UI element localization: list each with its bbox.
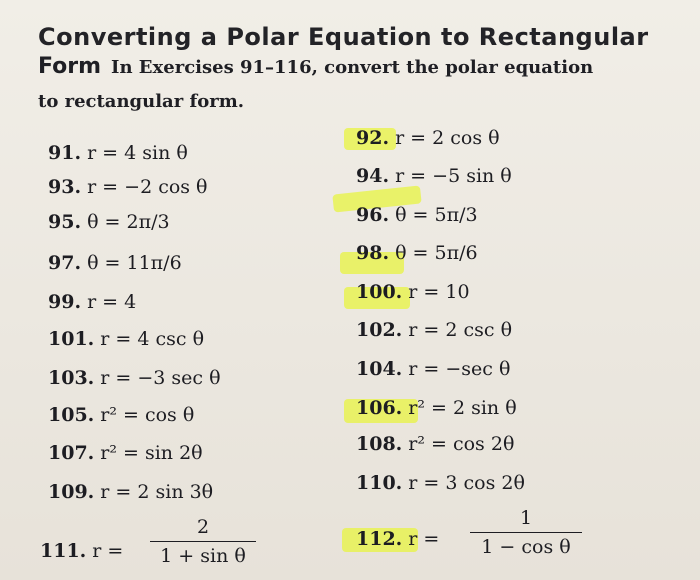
fraction-denominator: 1 − cos θ bbox=[481, 536, 571, 558]
exercise-91 bbox=[48, 141, 188, 165]
exercise-number: 98. bbox=[356, 242, 390, 264]
exercise-number: 100. bbox=[356, 281, 403, 303]
exercise-equation: r = −2 cos θ bbox=[87, 176, 208, 198]
exercise-equation: r = 4 csc θ bbox=[100, 328, 205, 350]
section-instructions bbox=[38, 55, 678, 80]
exercise-95 bbox=[48, 210, 170, 234]
exercise-number: 105. bbox=[48, 404, 95, 426]
exercise-number: 97. bbox=[48, 252, 82, 274]
exercise-equation: θ = 5π/6 bbox=[395, 242, 478, 264]
fraction-numerator: 2 bbox=[196, 516, 210, 538]
fraction-111 bbox=[150, 516, 256, 567]
instructions-text: In Exercises 91–116, convert the polar equation bbox=[111, 57, 594, 78]
exercise-number: 112. bbox=[356, 528, 403, 550]
exercise-number: 108. bbox=[356, 433, 403, 455]
exercise-number: 99. bbox=[48, 291, 82, 313]
exercise-equation: θ = 2π/3 bbox=[87, 211, 170, 233]
section-heading: Converting a Polar Equation to Rectangular bbox=[38, 23, 649, 51]
exercise-equation: r² = 2 sin θ bbox=[408, 397, 517, 419]
exercise-97 bbox=[48, 251, 182, 275]
exercise-equation: r = 2 cos θ bbox=[395, 127, 500, 149]
exercise-96 bbox=[356, 203, 478, 227]
exercise-92 bbox=[356, 126, 500, 150]
exercise-112 bbox=[356, 528, 439, 550]
exercise-number: 94. bbox=[356, 165, 390, 187]
exercise-number: 101. bbox=[48, 328, 95, 350]
exercise-equation: r = −sec θ bbox=[408, 358, 511, 380]
exercise-102 bbox=[356, 318, 512, 342]
exercise-equation: θ = 11π/6 bbox=[87, 252, 182, 274]
heading-form-word: Form bbox=[38, 54, 102, 79]
exercise-equation: r = 4 bbox=[87, 291, 137, 313]
exercise-number: 103. bbox=[48, 367, 95, 389]
exercise-109 bbox=[48, 480, 213, 504]
exercise-110 bbox=[356, 471, 525, 495]
exercise-number: 93. bbox=[48, 176, 82, 198]
exercise-93 bbox=[48, 175, 208, 199]
exercise-108 bbox=[356, 432, 514, 456]
exercise-equation: r² = cos θ bbox=[100, 404, 195, 426]
exercise-lhs: r = bbox=[408, 528, 440, 550]
exercise-number: 95. bbox=[48, 211, 82, 233]
exercise-99 bbox=[48, 290, 136, 314]
exercise-equation: r = 10 bbox=[408, 281, 470, 303]
instructions-text-cont: to rectangular form. bbox=[38, 91, 245, 112]
exercise-lhs: r = bbox=[92, 540, 124, 562]
exercise-number: 109. bbox=[48, 481, 95, 503]
fraction-112 bbox=[470, 507, 582, 558]
exercise-104 bbox=[356, 357, 510, 381]
exercise-106 bbox=[356, 396, 517, 420]
exercise-98 bbox=[356, 241, 478, 265]
exercise-equation: r = 3 cos 2θ bbox=[408, 472, 525, 494]
exercise-number: 111. bbox=[40, 540, 87, 562]
exercise-101 bbox=[48, 327, 204, 351]
fraction-bar bbox=[150, 541, 256, 542]
exercise-103 bbox=[48, 366, 221, 390]
exercise-equation: r = 4 sin θ bbox=[87, 142, 188, 164]
exercise-equation: r = 2 sin 3θ bbox=[100, 481, 214, 503]
exercise-number: 92. bbox=[356, 127, 390, 149]
exercise-105 bbox=[48, 403, 194, 427]
exercise-equation: θ = 5π/3 bbox=[395, 204, 478, 226]
exercise-number: 96. bbox=[356, 204, 390, 226]
exercise-equation: r = −3 sec θ bbox=[100, 367, 221, 389]
exercise-number: 110. bbox=[356, 472, 403, 494]
exercise-equation: r² = cos 2θ bbox=[408, 433, 515, 455]
exercise-number: 106. bbox=[356, 397, 403, 419]
exercise-equation: r = −5 sin θ bbox=[395, 165, 512, 187]
exercise-number: 107. bbox=[48, 442, 95, 464]
exercise-number: 91. bbox=[48, 142, 82, 164]
exercise-equation: r = 2 csc θ bbox=[408, 319, 513, 341]
exercise-number: 104. bbox=[356, 358, 403, 380]
exercise-number: 102. bbox=[356, 319, 403, 341]
fraction-bar bbox=[470, 532, 582, 533]
fraction-denominator: 1 + sin θ bbox=[160, 545, 246, 567]
exercise-107 bbox=[48, 441, 203, 465]
exercise-equation: r² = sin 2θ bbox=[100, 442, 203, 464]
exercise-94 bbox=[356, 164, 512, 188]
fraction-numerator: 1 bbox=[519, 507, 533, 529]
exercise-100 bbox=[356, 280, 470, 304]
exercise-111 bbox=[40, 540, 123, 562]
